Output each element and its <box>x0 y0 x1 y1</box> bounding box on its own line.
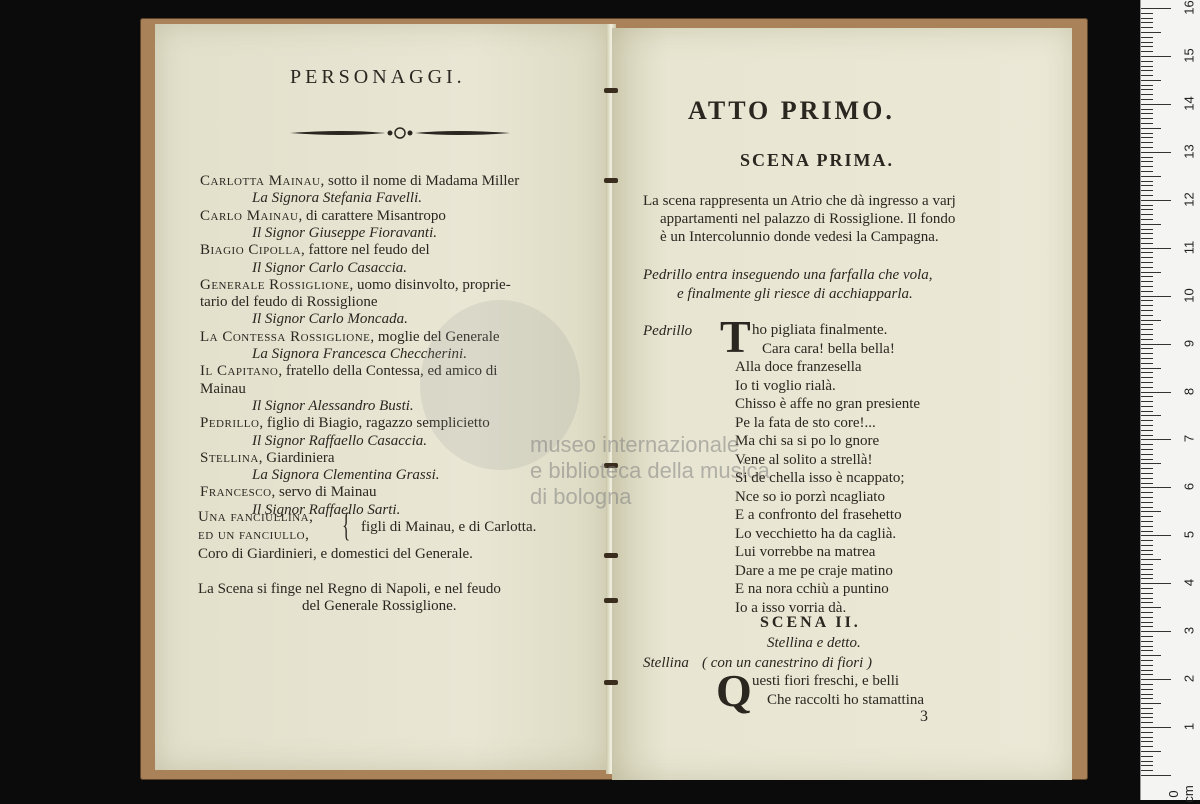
ruler-tick <box>1141 607 1161 608</box>
ruler-tick <box>1141 387 1153 388</box>
character-description: , moglie del Generale <box>370 328 500 345</box>
ruler-tick <box>1141 694 1153 695</box>
cast-role-line <box>200 276 511 294</box>
ruler-tick <box>1141 401 1153 402</box>
ruler-tick <box>1141 765 1153 766</box>
ruler-number: 10 <box>1181 287 1197 303</box>
ruler-tick <box>1141 13 1153 14</box>
ruler-tick <box>1141 732 1153 733</box>
scene-desc-line: La scena rappresenta un Atrio che dà ingresso a varj <box>643 193 956 209</box>
actor-name: Il Signor Alessandro Busti. <box>252 397 414 414</box>
ruler-tick <box>1141 348 1153 349</box>
ruler-tick <box>1141 430 1153 431</box>
ruler-tick <box>1141 61 1153 62</box>
ruler-tick <box>1141 272 1161 273</box>
ruler-tick <box>1141 521 1153 522</box>
character-description: , uomo disinvolto, proprie- <box>349 276 511 293</box>
ruler-tick <box>1141 219 1153 220</box>
character-name: Generale Rossiglione <box>200 276 350 293</box>
curly-brace-icon: { <box>342 507 351 544</box>
verse-line: Lo vecchietto ha da caglià. <box>735 525 897 542</box>
ruler-tick <box>1141 689 1153 690</box>
ruler-tick <box>1141 118 1153 119</box>
ruler-tick <box>1141 305 1153 306</box>
ruler-tick <box>1141 109 1153 110</box>
character-description: , sotto il nome di Madama Miller <box>320 173 520 189</box>
ruler-tick <box>1141 18 1153 19</box>
ruler-tick <box>1141 281 1153 282</box>
ruler-tick <box>1141 80 1161 81</box>
cast-role-line <box>200 293 377 311</box>
ruler-tick <box>1141 756 1153 757</box>
ruler-tick <box>1141 320 1161 321</box>
ruler-tick <box>1141 181 1153 182</box>
ruler-number: 1 <box>1181 722 1197 731</box>
ruler-tick <box>1141 171 1153 172</box>
ruler-tick <box>1141 463 1161 464</box>
verse-line: Cara cara! bella bella! <box>762 340 895 357</box>
scene-two-characters: Stellina e detto. <box>767 635 861 651</box>
verse-line: Vene al solito a strellà! <box>735 451 873 468</box>
ruler-tick <box>1141 368 1161 369</box>
verse-line: E a confronto del frasehetto <box>735 507 902 523</box>
binding-stitch <box>604 598 618 603</box>
ruler-tick <box>1141 583 1171 584</box>
character-name: Francesco <box>200 484 272 501</box>
character-description: , Giardiniera <box>258 449 335 466</box>
ruler-tick <box>1141 104 1171 105</box>
verse-line: E na nora cchiù a puntino <box>735 581 889 597</box>
setting-line-2: del Generale Rossiglione. <box>302 598 457 614</box>
ruler-number: 3 <box>1181 627 1197 635</box>
actor-name: La Signora Clementina Grassi. <box>252 467 440 484</box>
ruler-tick <box>1141 415 1161 416</box>
ruler-tick <box>1141 123 1153 124</box>
ruler-tick <box>1141 89 1153 90</box>
children-label-1: Una fanciullina, <box>198 509 314 525</box>
measuring-ruler <box>1140 0 1200 803</box>
character-name: La Contessa Rossiglione <box>200 328 371 345</box>
cast-role-line <box>200 241 430 259</box>
ruler-tick <box>1141 449 1153 450</box>
ruler-tick <box>1141 670 1153 671</box>
ruler-tick <box>1141 612 1153 613</box>
ruler-tick <box>1141 8 1171 9</box>
ruler-tick <box>1141 761 1153 762</box>
cast-role-line <box>200 380 246 398</box>
ruler-tick <box>1141 42 1153 43</box>
binding-stitch <box>604 553 618 558</box>
ruler-tick <box>1141 775 1171 776</box>
ruler-tick <box>1141 224 1161 225</box>
ruler-tick <box>1141 66 1153 67</box>
ruler-tick <box>1141 37 1153 38</box>
ruler-tick <box>1141 650 1153 651</box>
ruler-tick <box>1141 411 1153 412</box>
ruler-tick <box>1141 334 1153 335</box>
ruler-tick <box>1141 56 1171 57</box>
ruler-tick <box>1141 185 1153 186</box>
character-name: Pedrillo <box>200 415 260 432</box>
ruler-tick <box>1141 176 1161 177</box>
ruler-tick <box>1141 70 1153 71</box>
ruler-tick <box>1141 147 1153 148</box>
ruler-tick <box>1141 507 1153 508</box>
ruler-tick <box>1141 358 1153 359</box>
ruler-tick <box>1141 468 1153 469</box>
ruler-number: 14 <box>1181 96 1197 111</box>
ruler-tick <box>1141 526 1153 527</box>
ruler-tick <box>1141 679 1171 680</box>
character-description: Mainau <box>200 380 246 397</box>
character-name: Il Capitano <box>200 363 279 380</box>
ruler-tick <box>1141 737 1153 738</box>
verse-line: ho pigliata finalmente. <box>752 322 888 338</box>
ruler-tick <box>1141 531 1153 532</box>
ruler-tick <box>1141 267 1153 268</box>
stage-direction: Pedrillo entra inseguendo una farfalla che vola, <box>643 267 933 283</box>
character-name: Carlo Mainau <box>200 207 299 224</box>
ruler-tick <box>1141 722 1153 723</box>
act-title: ATTO PRIMO. <box>688 96 895 125</box>
ruler-tick <box>1141 425 1153 426</box>
ruler-tick <box>1141 46 1153 47</box>
ruler-tick <box>1141 578 1153 579</box>
character-description: tario del feudo di Rossiglione <box>200 294 378 311</box>
binding-stitch <box>604 680 618 685</box>
ruler-tick <box>1141 252 1153 253</box>
ruler-tick <box>1141 655 1161 656</box>
ruler-tick <box>1141 770 1153 771</box>
ruler-tick <box>1141 665 1153 666</box>
ruler-tick <box>1141 444 1153 445</box>
ruler-number: 12 <box>1181 192 1197 207</box>
ruler-number: 4 <box>1181 579 1197 587</box>
ruler-tick <box>1141 646 1153 647</box>
actor-name: La Signora Francesca Checcherini. <box>252 346 467 362</box>
ruler-tick <box>1141 593 1153 594</box>
verse-line: Ma chi sa si po lo gnore <box>735 433 880 449</box>
ruler-tick <box>1141 641 1153 642</box>
ruler-unit: 0 cm <box>1166 785 1196 803</box>
ruler-tick <box>1141 574 1153 575</box>
binding-stitch <box>604 88 618 93</box>
character-name: Stellina <box>200 449 259 466</box>
verse-line: Che raccolti ho stamattina <box>767 692 925 708</box>
scene-two-title: SCENA II. <box>760 614 861 631</box>
ruler-tick <box>1141 497 1153 498</box>
ruler-tick <box>1141 372 1153 373</box>
actor-name: Il Signor Raffaello Casaccia. <box>252 432 427 449</box>
ruler-tick <box>1141 751 1161 752</box>
verse-line: Io ti voglio rialà. <box>735 377 836 394</box>
ruler-tick <box>1141 200 1171 201</box>
ruler-tick <box>1141 22 1153 23</box>
cast-role-line <box>200 449 335 467</box>
ruler-tick <box>1141 161 1153 162</box>
watermark-text-3: di bologna <box>530 484 632 509</box>
ruler-tick <box>1141 152 1171 153</box>
ruler-tick <box>1141 363 1153 364</box>
ruler-tick <box>1141 238 1153 239</box>
ruler-tick <box>1141 602 1153 603</box>
ruler-tick <box>1141 344 1171 345</box>
ruler-tick <box>1141 502 1153 503</box>
ruler-tick <box>1141 32 1161 33</box>
ruler-tick <box>1141 209 1153 210</box>
ruler-number: 16 <box>1181 0 1197 15</box>
ruler-tick <box>1141 286 1153 287</box>
verse-line: Dare a me pe craje matino <box>735 562 893 579</box>
ruler-tick <box>1141 94 1153 95</box>
cast-role-line <box>200 207 446 225</box>
ruler-tick <box>1141 626 1153 627</box>
ruler-number: 8 <box>1181 387 1197 395</box>
ruler-tick <box>1141 459 1153 460</box>
verse-line: Nce so io porzì ncagliato <box>735 488 885 505</box>
character-description: , di carattere Misantropo <box>298 207 446 224</box>
ruler-tick <box>1141 99 1153 100</box>
ruler-tick <box>1141 545 1153 546</box>
verse-line: Chisso è affe no gran presiente <box>735 396 921 412</box>
character-name: Biagio Cipolla <box>200 242 302 259</box>
verse-line: Io a isso vorria dà. <box>735 599 847 616</box>
ruler-tick <box>1141 535 1171 536</box>
ruler-tick <box>1141 142 1153 143</box>
actor-name: Il Signor Carlo Casaccia. <box>252 259 408 276</box>
stage-direction-flowers: ( con un canestrino di fiori ) <box>702 655 872 671</box>
scene-desc-line: è un Intercolunnio donde vedesi la Campagna. <box>660 229 939 245</box>
children-label-2: ed un fanciullo, <box>198 527 310 543</box>
actor-name: La Signora Stefania Favelli. <box>252 190 422 207</box>
ruler-tick <box>1141 473 1153 474</box>
verse-line: Alla doce franzesella <box>735 359 862 375</box>
ruler-tick <box>1141 157 1153 158</box>
ruler-tick <box>1141 128 1161 129</box>
ruler-tick <box>1141 166 1153 167</box>
ruler-tick <box>1141 622 1153 623</box>
children-description: figli di Mainau, e di Carlotta. <box>361 519 537 535</box>
ruler-tick <box>1141 741 1153 742</box>
ruler-tick <box>1141 564 1153 565</box>
ruler-tick <box>1141 205 1153 206</box>
ruler-tick <box>1141 559 1161 560</box>
setting-line-1: La Scena si finge nel Regno di Napoli, e nel feudo <box>198 581 501 597</box>
ruler-tick <box>1141 478 1153 479</box>
ruler-tick <box>1141 487 1171 488</box>
ruler-tick <box>1141 420 1153 421</box>
ruler-number: 7 <box>1181 435 1197 443</box>
ruler-tick <box>1141 717 1153 718</box>
character-description: , figlio di Biagio, ragazzo semplicietto <box>259 415 490 432</box>
ruler-tick <box>1141 674 1153 675</box>
ruler-tick <box>1141 233 1153 234</box>
ruler-tick <box>1141 315 1153 316</box>
ruler-tick <box>1141 243 1153 244</box>
ornament-divider <box>290 127 510 139</box>
ruler-tick <box>1141 195 1153 196</box>
actor-name: Il Signor Giuseppe Fioravanti. <box>252 224 437 241</box>
character-description: , fattore nel feudo del <box>301 242 430 259</box>
ruler-number: 11 <box>1181 240 1197 254</box>
stage-direction: e finalmente gli riesce di acchiapparla. <box>677 286 913 302</box>
ruler-number: 2 <box>1181 675 1197 683</box>
watermark-text-1: museo internazionale <box>530 432 740 457</box>
ruler-tick <box>1141 554 1153 555</box>
drop-cap-q: Q <box>716 665 752 716</box>
verse-line: uesti fiori freschi, e belli <box>752 673 900 689</box>
character-description: , fratello della Contessa, ed amico di <box>278 363 498 380</box>
ruler-tick <box>1141 492 1153 493</box>
ruler-tick <box>1141 396 1153 397</box>
ruler-tick <box>1141 214 1153 215</box>
ruler-tick <box>1141 435 1153 436</box>
ruler-tick <box>1141 483 1153 484</box>
speaker-pedrillo: Pedrillo <box>643 323 693 339</box>
ruler-tick <box>1141 684 1153 685</box>
ruler-tick <box>1141 75 1153 76</box>
ruler-tick <box>1141 262 1153 263</box>
ruler-tick <box>1141 598 1153 599</box>
ruler-tick <box>1141 746 1153 747</box>
ruler-tick <box>1141 291 1153 292</box>
ruler-tick <box>1141 713 1153 714</box>
cast-role-line <box>200 483 377 501</box>
ruler-tick <box>1141 85 1153 86</box>
actor-name: Il Signor Raffaello Sarti. <box>252 501 401 518</box>
ruler-tick <box>1141 229 1153 230</box>
ruler-tick <box>1141 636 1153 637</box>
verse-line: Pe la fata de sto core!... <box>735 414 876 431</box>
binding-stitch <box>604 178 618 183</box>
ruler-tick <box>1141 540 1153 541</box>
scene-title: SCENA PRIMA. <box>740 150 895 170</box>
ruler-tick <box>1141 248 1171 249</box>
ruler-tick <box>1141 133 1153 134</box>
ruler-tick <box>1141 698 1153 699</box>
ruler-tick <box>1141 511 1161 512</box>
ruler-tick <box>1141 727 1171 728</box>
ruler-tick <box>1141 276 1153 277</box>
ruler-tick <box>1141 392 1171 393</box>
drop-cap-t: T <box>720 311 751 362</box>
ruler-number: 15 <box>1181 48 1197 63</box>
character-name: Carlotta Mainau <box>200 173 321 189</box>
ruler-tick <box>1141 137 1153 138</box>
ruler-tick <box>1141 382 1153 383</box>
ruler-tick <box>1141 703 1161 704</box>
ruler-tick <box>1141 617 1153 618</box>
ruler-tick <box>1141 113 1153 114</box>
actor-name: Il Signor Carlo Moncada. <box>252 311 408 328</box>
ruler-tick <box>1141 454 1153 455</box>
speaker-stellina: Stellina <box>643 655 689 671</box>
ruler-tick <box>1141 588 1153 589</box>
ruler-tick <box>1141 190 1153 191</box>
ruler-tick <box>1141 631 1171 632</box>
ruler-tick <box>1141 353 1153 354</box>
scene-desc-line: appartamenti nel palazzo di Rossiglione. Il fondo <box>660 211 956 227</box>
ruler-number: 5 <box>1181 531 1197 539</box>
ruler-tick <box>1141 406 1153 407</box>
ruler-tick <box>1141 660 1153 661</box>
character-description: , servo di Mainau <box>271 484 377 501</box>
ruler-tick <box>1141 329 1153 330</box>
ruler-tick <box>1141 569 1153 570</box>
ruler-tick <box>1141 516 1153 517</box>
ruler-number: 9 <box>1181 339 1197 347</box>
ruler-number: 6 <box>1181 483 1197 491</box>
page-number: 3 <box>920 708 928 725</box>
ruler-tick <box>1141 324 1153 325</box>
ruler-tick <box>1141 377 1153 378</box>
ruler-tick <box>1141 310 1153 311</box>
chorus-line: Coro di Giardinieri, e domestici del Generale. <box>198 546 473 562</box>
ruler-tick <box>1141 300 1153 301</box>
verse-line: Si de chella isso è ncappato; <box>735 470 905 486</box>
ruler-tick <box>1141 708 1153 709</box>
personaggi-title: PERSONAGGI. <box>290 66 466 88</box>
verse-line: Lui vorrebbe na matrea <box>735 544 876 560</box>
ruler-number: 13 <box>1181 144 1197 159</box>
ruler-tick <box>1141 439 1171 440</box>
ruler-tick <box>1141 27 1153 28</box>
ruler-tick <box>1141 51 1153 52</box>
watermark-text-2: e biblioteca della musica <box>530 458 770 483</box>
ruler-tick <box>1141 257 1153 258</box>
ruler-tick <box>1141 550 1153 551</box>
ruler-tick <box>1141 296 1171 297</box>
ruler-tick <box>1141 339 1153 340</box>
cast-role-line <box>200 172 519 190</box>
